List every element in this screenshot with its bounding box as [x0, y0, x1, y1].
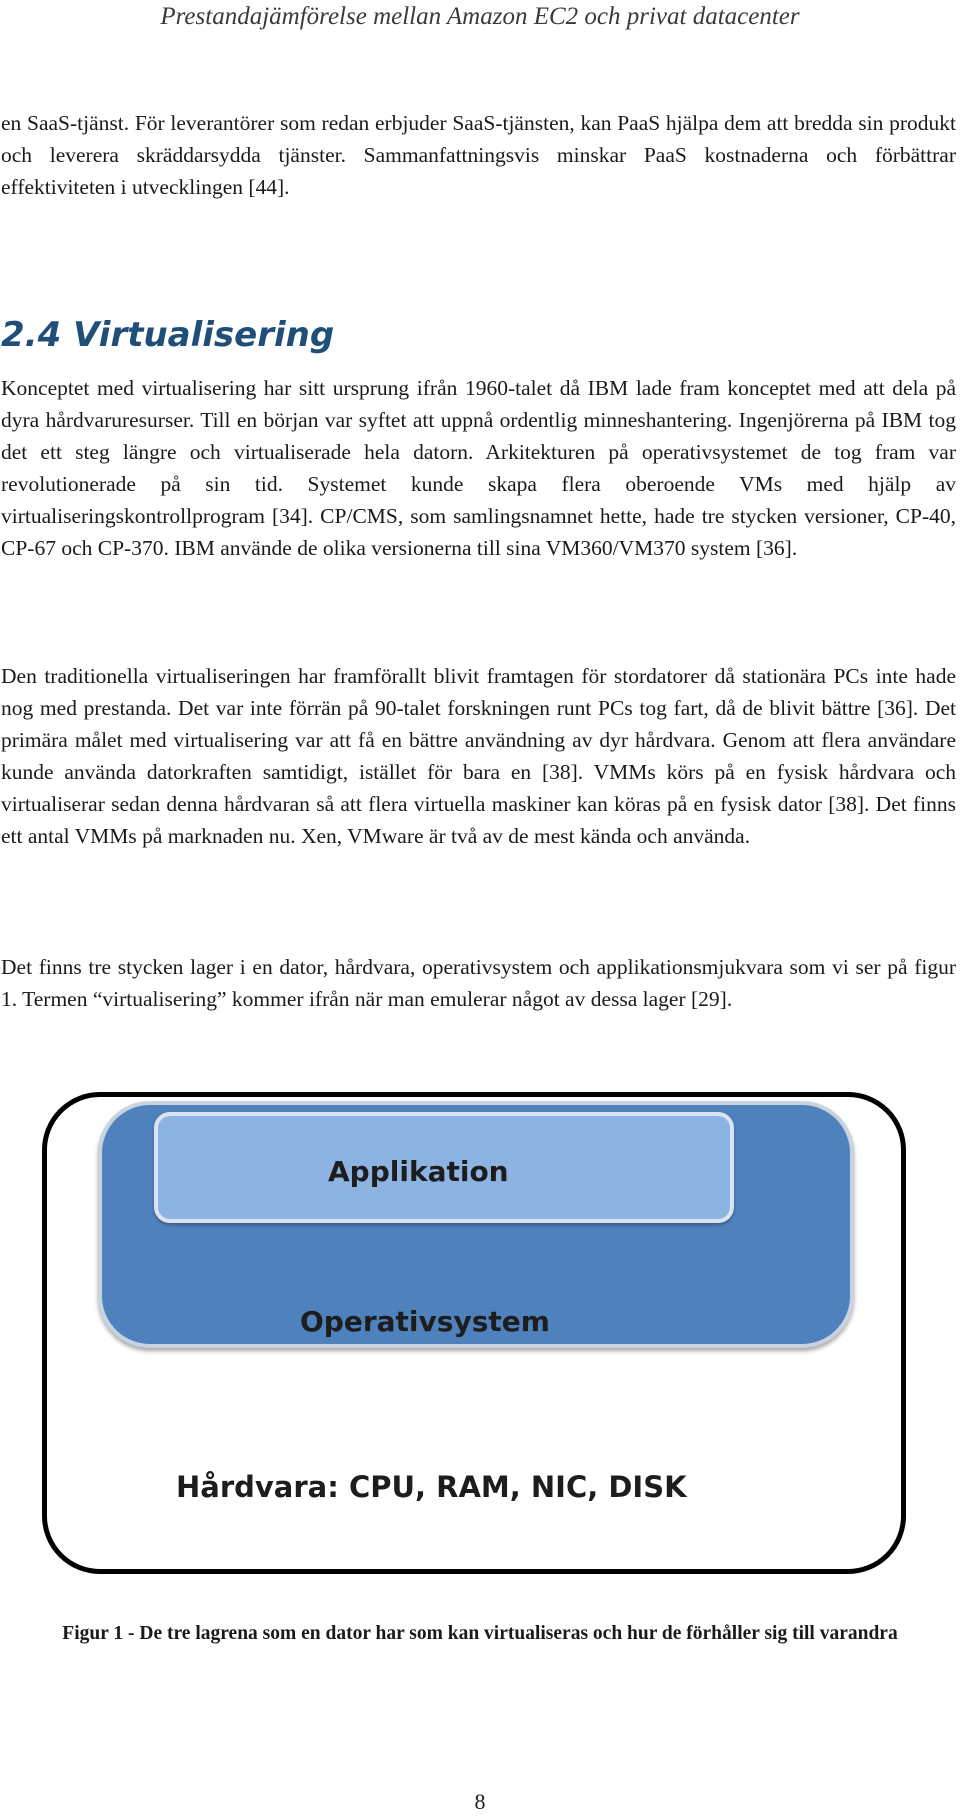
running-header: Prestandajämförelse mellan Amazon EC2 och privat datacenter: [160, 3, 800, 30]
figure-caption: Figur 1 - De tre lagrena som en dator har som kan virtualiseras och hur de förhåller sig till varandra: [62, 1623, 898, 1644]
os-label: Operativsystem: [300, 1305, 550, 1338]
application-label: Applikation: [328, 1155, 509, 1188]
body-paragraph-history: Konceptet med virtualisering har sitt ursprung ifrån 1960-talet då IBM lade fram konceptet med att dela på dyra hårdvaruresurser. Till en början var syftet att uppnå ordentlig minneshantering. Ingenjörerna på IBM tog det ett steg längre och virtualiserade hela datorn. Arkitekturen på operativsystemet de tog fram var revolutionerade på sin tid. Systemet kunde skapa flera oberoende VMs med hjälp av virtualiseringskontrollprogram [34]. CP/CMS, som samlingsnamnet hette, hade tre stycken versioner, CP-40, CP-67 och CP-370. IBM använde de olika versionerna till sina VM360/VM370 system [36].: [1, 376, 956, 560]
hardware-label: Hårdvara: CPU, RAM, NIC, DISK: [176, 1470, 687, 1504]
body-paragraph-traditional: Den traditionella virtualiseringen har framförallt blivit framtagen för stordatorer då stationära PCs inte hade nog med prestanda. Det var inte förrän på 90-talet forskningen runt PCs tog fart, då de blivit bättre [36]. Det primära målet med virtualisering var att få en bättre användning av dyr hårdvara. Genom att flera användare kunde använda datorkraften samtidigt, istället för bara en [38]. VMMs körs på en fysisk hårdvara och virtualiserar sedan denna hårdvaran så att flera virtuella maskiner kan köras på en fysisk dator [38]. Det finns ett antal VMMs på marknaden nu. Xen, VMware är två av de mest kända och använda.: [1, 664, 956, 848]
page-number: 8: [474, 1789, 486, 1814]
section-heading: 2.4 Virtualisering: [1, 315, 335, 355]
body-paragraph-layers: Det finns tre stycken lager i en dator, hårdvara, operativsystem och applikationsmjukvara som vi ser på figur 1. Termen “virtualisering” kommer ifrån när man emulerar något av dessa lager [29].: [1, 955, 956, 1011]
intro-paragraph: en SaaS-tjänst. För leverantörer som redan erbjuder SaaS-tjänsten, kan PaaS hjälpa dem att bredda sin produkt och leverera skräddarsydda tjänster. Sammanfattningsvis minskar PaaS kostnaderna och förbättrar effektiviteten i utvecklingen [44].: [1, 111, 956, 199]
